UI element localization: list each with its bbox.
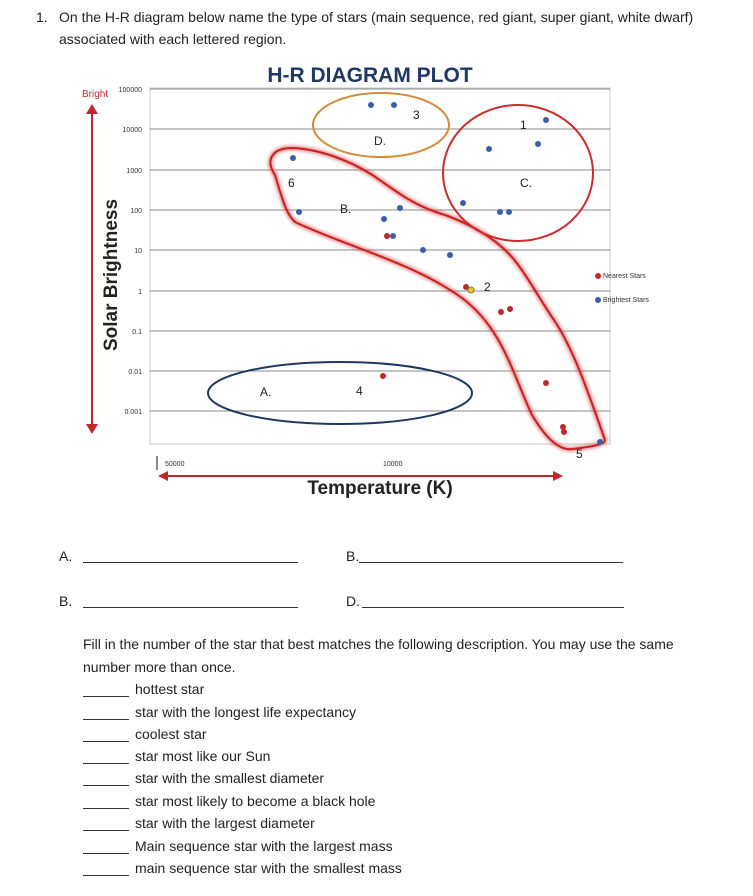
main-sequence-band	[270, 148, 605, 449]
fill-in-item	[83, 748, 270, 764]
y-tick-label: 10000	[122, 127, 142, 134]
answer-line-b-right[interactable]	[359, 562, 623, 563]
brightest-star-point	[290, 155, 296, 161]
question-line-1: On the H-R diagram below name the type of stars (main sequence, red giant, super giant, white dwarf)	[59, 9, 694, 25]
fill-in-item	[83, 838, 393, 854]
brightest-star-point	[535, 141, 541, 147]
question-number: 1.	[36, 9, 48, 25]
answer-label-a: A.	[59, 548, 73, 564]
region-letter: C.	[520, 176, 532, 190]
region-c-giant-ellipse	[443, 105, 593, 241]
fill-in-blank[interactable]	[83, 682, 129, 697]
answer-label-b-right: B.	[346, 548, 360, 564]
y-tick-label: 0.001	[124, 409, 142, 416]
fill-in-item	[83, 704, 356, 720]
fill-in-item-text: Main sequence star with the largest mass	[135, 838, 393, 854]
star-number: 2	[484, 280, 491, 294]
fill-in-blank[interactable]	[83, 861, 129, 876]
answer-line-d[interactable]	[362, 607, 624, 608]
fill-in-item-text: star with the largest diameter	[135, 815, 315, 831]
y-tick-label: 1	[138, 289, 142, 296]
brightest-star-point	[447, 252, 453, 258]
main-sequence-band-glow	[270, 148, 605, 449]
brightest-star-point	[397, 205, 403, 211]
brightest-star-point	[390, 233, 396, 239]
fill-in-item-text: coolest star	[135, 726, 207, 742]
fill-in-blank[interactable]	[83, 794, 129, 809]
x-tick-label: 50000	[165, 461, 185, 468]
legend	[595, 273, 649, 304]
fill-in-item	[83, 860, 402, 876]
brightest-star-point	[368, 102, 374, 108]
sun-point	[468, 287, 474, 293]
fill-in-item	[83, 681, 204, 697]
star-number: 6	[288, 176, 295, 190]
fill-in-blank[interactable]	[83, 816, 129, 831]
fill-in-blank[interactable]	[83, 839, 129, 854]
fill-in-item-text: main sequence star with the smallest mass	[135, 860, 402, 876]
hr-diagram	[0, 55, 753, 505]
question-line-2: associated with each lettered region.	[59, 31, 287, 47]
fill-in-item	[83, 815, 315, 831]
fill-in-item-text: hottest star	[135, 681, 205, 697]
star-number: 3	[413, 108, 420, 122]
y-axis-label: Solar Brightness	[101, 198, 122, 352]
brightest-star-point	[381, 216, 387, 222]
chart-title: H-R DIAGRAM PLOT	[267, 64, 473, 87]
x-tick-label: 10000	[383, 461, 403, 468]
fill-in-item-text: star most like our Sun	[135, 748, 271, 764]
y-tick-label: 10	[134, 248, 142, 255]
star-number: 5	[576, 447, 583, 461]
y-tick-label: 0.1	[132, 329, 142, 336]
fill-in-item	[83, 793, 375, 809]
brightest-star-point	[486, 146, 492, 152]
fill-in-item-text: star most likely to become a black hole	[135, 793, 376, 809]
fill-in-blank[interactable]	[83, 771, 129, 786]
y-axis-arrow	[86, 104, 98, 434]
y-tick-label: 100	[130, 208, 142, 215]
answer-label-d: D.	[346, 593, 360, 609]
brightest-star-point	[506, 209, 512, 215]
fill-in-item	[83, 770, 324, 786]
y-tick-label: 1000	[126, 168, 142, 175]
fill-in-blank[interactable]	[83, 749, 129, 764]
x-axis-label: Temperature (K)	[307, 478, 453, 499]
nearest-star-point	[498, 309, 504, 315]
y-tick-label: 0.01	[128, 369, 142, 376]
legend-marker-brightest	[595, 297, 601, 303]
nearest-star-point	[560, 424, 566, 430]
fill-in-item-text: star with the smallest diameter	[135, 770, 325, 786]
star-number: 1	[520, 118, 527, 132]
brightest-star-point	[543, 117, 549, 123]
legend-marker-nearest	[595, 273, 601, 279]
fill-in-intro-line-1: Fill in the number of the star that best matches the following description. You may use the same	[83, 636, 674, 652]
bright-label: Bright	[82, 89, 109, 100]
answer-line-a[interactable]	[83, 562, 298, 563]
fill-in-item-text: star with the longest life expectancy	[135, 704, 357, 720]
nearest-star-point	[384, 233, 390, 239]
region-letter: A.	[260, 385, 272, 399]
brightest-star-point	[597, 439, 603, 445]
nearest-star-point	[507, 306, 513, 312]
star-number: 4	[356, 384, 363, 398]
brightest-star-point	[391, 102, 397, 108]
brightest-star-point	[296, 209, 302, 215]
nearest-star-point	[380, 373, 386, 379]
fill-in-blank[interactable]	[83, 705, 129, 720]
fill-in-blank[interactable]	[83, 727, 129, 742]
answer-line-b-left[interactable]	[83, 607, 298, 608]
nearest-star-point	[561, 429, 567, 435]
legend-label-brightest: Brightest Stars	[603, 297, 649, 304]
brightest-star-point	[420, 247, 426, 253]
region-letter: D.	[374, 134, 386, 148]
answer-label-b-left: B.	[59, 593, 73, 609]
brightest-star-point	[497, 209, 503, 215]
y-tick-label: 100000	[118, 87, 142, 94]
nearest-star-point	[543, 380, 549, 386]
fill-in-intro-line-2: number more than once.	[83, 659, 236, 675]
fill-in-item	[83, 726, 207, 742]
legend-label-nearest: Nearest Stars	[603, 273, 646, 280]
region-letter: B.	[340, 202, 352, 216]
brightest-star-point	[460, 200, 466, 206]
